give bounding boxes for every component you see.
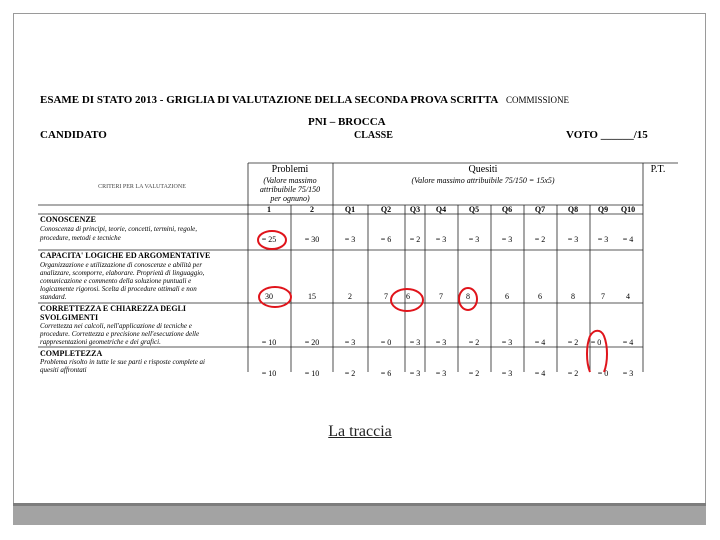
cell-value: = 2	[534, 235, 546, 244]
footer-stripe	[13, 503, 706, 506]
section-conoscenze	[39, 215, 633, 244]
cell-value: = 10	[304, 369, 320, 378]
cell-value: 6	[538, 292, 542, 301]
scanned-document	[38, 94, 678, 378]
cell-value: = 2	[567, 369, 579, 378]
section-line: comunicazione e commento della soluzione puntuali e	[40, 277, 192, 285]
col-label: 2	[310, 205, 314, 214]
cell-value: = 30	[304, 235, 320, 244]
cell-value: = 3	[501, 338, 513, 347]
col-label: 1	[267, 205, 271, 214]
cell-value: = 0	[590, 338, 602, 347]
cell-value: 6	[505, 292, 509, 301]
section-line: Problema risolto in tutte le sue parti e risposte complete ai	[40, 358, 205, 366]
col-label: Q8	[567, 205, 579, 214]
section-title: CONOSCENZE	[40, 215, 97, 224]
cell-value: = 3	[409, 338, 421, 347]
cell-value: = 3	[435, 369, 447, 378]
section-line: standard.	[40, 293, 67, 301]
cell-value: = 3	[344, 338, 356, 347]
cell-value: = 2	[344, 369, 356, 378]
doc-commission: COMMISSIONE	[506, 95, 570, 105]
cell-value: = 2	[468, 369, 480, 378]
footer-bar	[13, 503, 706, 525]
cell-value: 8	[571, 292, 575, 301]
doc-subtitle: PNI – BROCCA	[308, 116, 386, 128]
cell-value: 15	[308, 292, 316, 301]
col-label: Q4	[435, 205, 447, 214]
section-line: Conoscenza di principi, teorie, concetti, termini, regole,	[40, 225, 198, 233]
section-correttezza	[39, 304, 633, 347]
cell-value: 7	[601, 292, 605, 301]
cell-value: = 3	[468, 235, 480, 244]
cell-value: = 6	[380, 235, 392, 244]
cell-value: = 0	[380, 338, 392, 347]
section-capacita	[40, 251, 630, 301]
cell-value: = 10	[261, 338, 277, 347]
cell-value: = 3	[435, 338, 447, 347]
cell-value: = 3	[622, 369, 634, 378]
col-label: Q10	[620, 205, 636, 214]
cell-value: = 3	[344, 235, 356, 244]
annotation-circle	[259, 287, 291, 307]
cell-value: = 2	[468, 338, 480, 347]
section-line: Organizzazione e utilizzazione di conoscenze e abilità per	[40, 261, 203, 269]
pt-header: P.T.	[650, 164, 666, 175]
cell-value: = 3	[501, 235, 513, 244]
criteria-header: CRITERI PER LA VALUTAZIONE	[98, 184, 186, 190]
doc-class: CLASSE	[354, 130, 393, 141]
col-label: Q3	[409, 205, 421, 214]
cell-value: = 0	[597, 369, 609, 378]
cell-value: = 3	[409, 369, 421, 378]
traccia-link[interactable]: La traccia	[328, 423, 392, 440]
cell-value: = 20	[304, 338, 320, 347]
cell-value: = 3	[435, 235, 447, 244]
cell-value: = 4	[534, 369, 546, 378]
col-label: Q1	[344, 205, 356, 214]
cell-value: = 2	[409, 235, 421, 244]
cell-value: = 2	[567, 338, 579, 347]
cell-value: 4	[626, 292, 630, 301]
cell-value: 7	[439, 292, 443, 301]
cell-value: 7	[384, 292, 388, 301]
cell-value: = 3	[567, 235, 579, 244]
section-title: CAPACITA' LOGICHE ED ARGOMENTATIVE	[40, 251, 211, 260]
section-line: analizzare, scomporre, elaborare. Proprietà di linguaggio,	[40, 269, 205, 277]
section-title-2: SVOLGIMENTI	[40, 313, 99, 322]
section-line: procedure, metodi e tecniche	[40, 234, 121, 242]
col-label: Q9	[597, 205, 609, 214]
col-label: Q2	[380, 205, 392, 214]
cell-value: = 10	[261, 369, 277, 378]
caption-link-row	[0, 423, 720, 441]
annotation-circles	[258, 231, 607, 372]
section-line: procedure. Correttezza e precisione nell'esecuzione delle	[40, 330, 200, 338]
problems-note-1: (Valore massimo	[263, 176, 317, 185]
problems-note-3: per ognuno)	[270, 194, 310, 203]
section-title: CORRETTEZZA E CHIAREZZA DEGLI	[40, 304, 187, 313]
column-labels	[267, 205, 635, 214]
cell-value: 8	[466, 292, 470, 301]
section-title: COMPLETEZZA	[40, 349, 103, 358]
cell-value: 30	[265, 292, 273, 301]
doc-title-line: ESAME DI STATO 2013 - GRIGLIA DI VALUTAZIONE DELLA SECONDA PROVA SCRITTA	[40, 94, 499, 106]
cell-value: = 3	[501, 369, 513, 378]
col-label: Q6	[501, 205, 513, 214]
quesiti-note: (Valore massimo attribuibile 75/150 = 15x5)	[411, 176, 555, 185]
cell-value: = 4	[534, 338, 546, 347]
problems-header: Problemi	[271, 164, 309, 175]
doc-grade: VOTO ______/15	[566, 129, 648, 141]
section-line: Correttezza nei calcoli, nell'applicazione di tecniche e	[40, 322, 192, 330]
cell-value: = 4	[622, 235, 634, 244]
cell-value: 2	[348, 292, 352, 301]
doc-candidate: CANDIDATO	[40, 129, 107, 141]
section-line: logicamente rigorosi. Scelta di procedure ottimali e non	[40, 285, 197, 293]
col-label: Q7	[534, 205, 546, 214]
cell-value: 6	[406, 292, 410, 301]
document-svg	[38, 94, 678, 378]
cell-value: = 25	[261, 235, 277, 244]
quesiti-header: Quesiti	[468, 164, 498, 175]
cell-value: = 4	[622, 338, 634, 347]
problems-note-2: attribuibile 75/150	[259, 185, 321, 194]
col-label: Q5	[468, 205, 480, 214]
section-line: rappresentazioni geometriche e dei grafici.	[40, 338, 161, 346]
cell-value: = 3	[597, 235, 609, 244]
section-line: quesiti affrontati	[40, 366, 87, 374]
cell-value: = 6	[380, 369, 392, 378]
